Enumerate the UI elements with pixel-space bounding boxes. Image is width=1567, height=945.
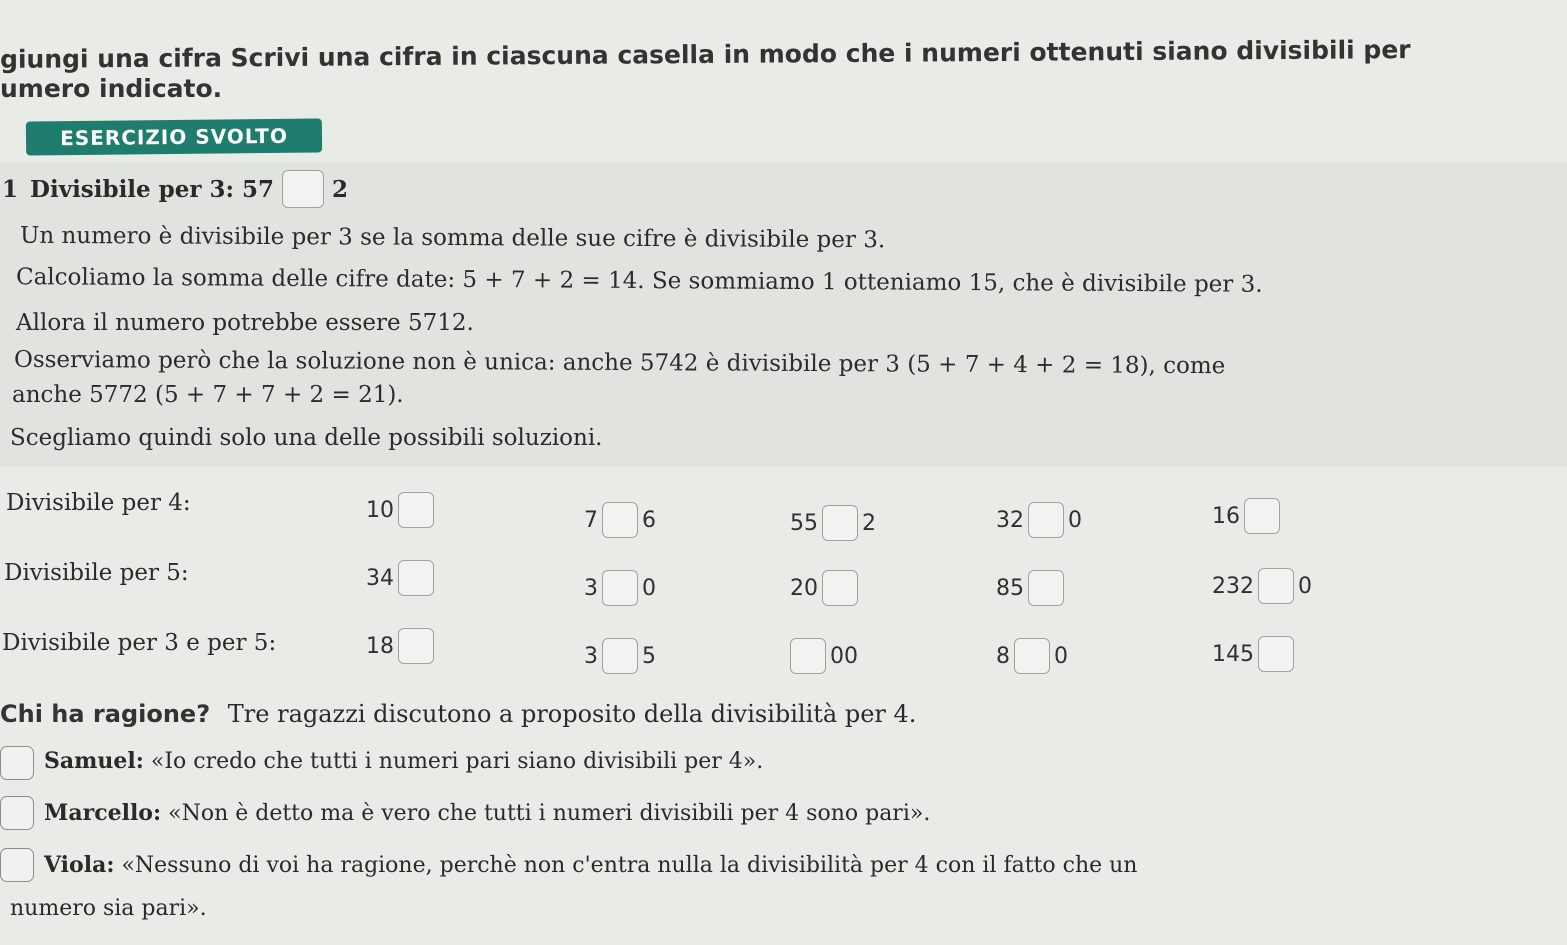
exercise-item <box>584 638 656 674</box>
option-checkbox-viola[interactable] <box>0 848 34 882</box>
digit-input-box[interactable] <box>1244 498 1280 534</box>
exercise-item <box>996 502 1082 538</box>
item-digits-after: 5 <box>642 643 656 669</box>
who-is-right-heading <box>0 700 916 728</box>
exercise-item <box>584 502 656 538</box>
item-digits-before: 32 <box>996 507 1024 533</box>
item-digits-before: 232 <box>1212 573 1254 599</box>
exercise-item <box>1212 498 1284 534</box>
item-digits-before: 3 <box>584 575 598 601</box>
digit-input-box[interactable] <box>1028 502 1064 538</box>
item-digits-before: 8 <box>996 643 1010 669</box>
option-name: Samuel: <box>44 748 144 774</box>
worked-example-badge: ESERCIZIO SVOLTO <box>26 118 322 155</box>
worked-example-line-6: Scegliamo quindi solo una delle possibili soluzioni. <box>10 425 603 451</box>
exercise-item <box>996 638 1068 674</box>
instructions-line-1: giungi una cifra Scrivi una cifra in ciascuna casella in modo che i numeri ottenuti siano divisibili per <box>0 35 1411 74</box>
instructions-line-2: umero indicato. <box>0 74 223 103</box>
who-is-right-title: Chi ha ragione? <box>0 700 211 728</box>
digit-input-box[interactable] <box>602 570 638 606</box>
digit-input-box[interactable] <box>398 628 434 664</box>
exercise-item <box>1212 568 1312 604</box>
item-digits-after: 6 <box>642 507 656 533</box>
item-digits-after: 0 <box>1054 643 1068 669</box>
item-digits-before: 34 <box>366 565 394 591</box>
digit-input-box[interactable] <box>602 638 638 674</box>
digit-input-box[interactable] <box>822 570 858 606</box>
digit-input-box[interactable] <box>398 560 434 596</box>
exercise-item <box>996 570 1068 606</box>
item-digits-after: 2 <box>862 510 876 536</box>
digit-input-box[interactable] <box>398 492 434 528</box>
item-digits-before: 16 <box>1212 503 1240 529</box>
digit-input-box[interactable] <box>1258 636 1294 672</box>
digit-input-box[interactable] <box>822 505 858 541</box>
item-digits-after: 00 <box>830 643 858 669</box>
worked-example-title-end: 2 <box>332 175 349 203</box>
exercise-item <box>366 560 438 596</box>
option-marcello <box>44 800 930 826</box>
digit-input-box[interactable] <box>602 502 638 538</box>
worked-example-title-text: Divisibile per 3: 57 <box>30 175 275 203</box>
exercise-label-div4: Divisibile per 4: <box>6 490 191 516</box>
worked-example-line-4: Osserviamo però che la soluzione non è unica: anche 5742 è divisibile per 3 (5 + 7 + 4 + 2 = 18), come <box>13 346 1226 380</box>
option-text: «Non è detto ma è vero che tutti i numeri divisibili per 4 sono pari». <box>168 801 931 826</box>
item-digits-after: 0 <box>1068 507 1082 533</box>
option-viola <box>44 852 1137 878</box>
example-digit-box <box>282 170 324 208</box>
worked-example-line-3: Allora il numero potrebbe essere 5712. <box>16 310 474 336</box>
worked-example-title <box>2 170 348 208</box>
worked-example-line-1: Un numero è divisibile per 3 se la somma delle sue cifre è divisibile per 3. <box>19 222 886 254</box>
exercise-item <box>366 492 438 528</box>
option-text: «Nessuno di voi ha ragione, perchè non c'entra nulla la divisibilità per 4 con il fatto che un <box>121 853 1138 878</box>
who-is-right-prompt: Tre ragazzi discutono a proposito della divisibilità per 4. <box>227 700 917 728</box>
exercise-item <box>790 570 862 606</box>
worked-example-line-5: anche 5772 (5 + 7 + 7 + 2 = 21). <box>12 382 404 408</box>
exercise-item <box>786 638 858 674</box>
option-checkbox-samuel[interactable] <box>0 746 34 780</box>
item-digits-before: 20 <box>790 575 818 601</box>
exercise-label-div5: Divisibile per 5: <box>4 560 189 586</box>
exercise-item <box>366 628 438 664</box>
exercise-label-div3-5: Divisibile per 3 e per 5: <box>2 630 277 656</box>
option-samuel <box>44 748 763 774</box>
item-digits-after: 0 <box>642 575 656 601</box>
item-digits-before: 10 <box>366 497 394 523</box>
option-name: Marcello: <box>44 800 162 826</box>
exercise-item <box>790 505 876 541</box>
item-digits-before: 3 <box>584 643 598 669</box>
exercise-item <box>1212 636 1298 672</box>
option-viola-continuation: numero sia pari». <box>10 896 207 921</box>
digit-input-box[interactable] <box>1028 570 1064 606</box>
option-name: Viola: <box>44 852 115 878</box>
worked-example-line-2: Calcoliamo la somma delle cifre date: 5 + 7 + 2 = 14. Se sommiamo 1 otteniamo 15, che è divisibile per 3. <box>15 264 1263 298</box>
exercise-item <box>584 570 656 606</box>
option-text: «Io credo che tutti i numeri pari siano divisibili per 4». <box>150 749 764 774</box>
item-digits-before: 145 <box>1212 641 1254 667</box>
item-digits-before: 85 <box>996 575 1024 601</box>
item-digits-after: 0 <box>1298 573 1312 599</box>
digit-input-box[interactable] <box>790 638 826 674</box>
digit-input-box[interactable] <box>1014 638 1050 674</box>
digit-input-box[interactable] <box>1258 568 1294 604</box>
item-digits-before: 7 <box>584 507 598 533</box>
item-digits-before: 55 <box>790 510 818 536</box>
item-digits-before: 18 <box>366 633 394 659</box>
worked-example-number: 1 <box>2 175 19 203</box>
option-checkbox-marcello[interactable] <box>0 796 34 830</box>
